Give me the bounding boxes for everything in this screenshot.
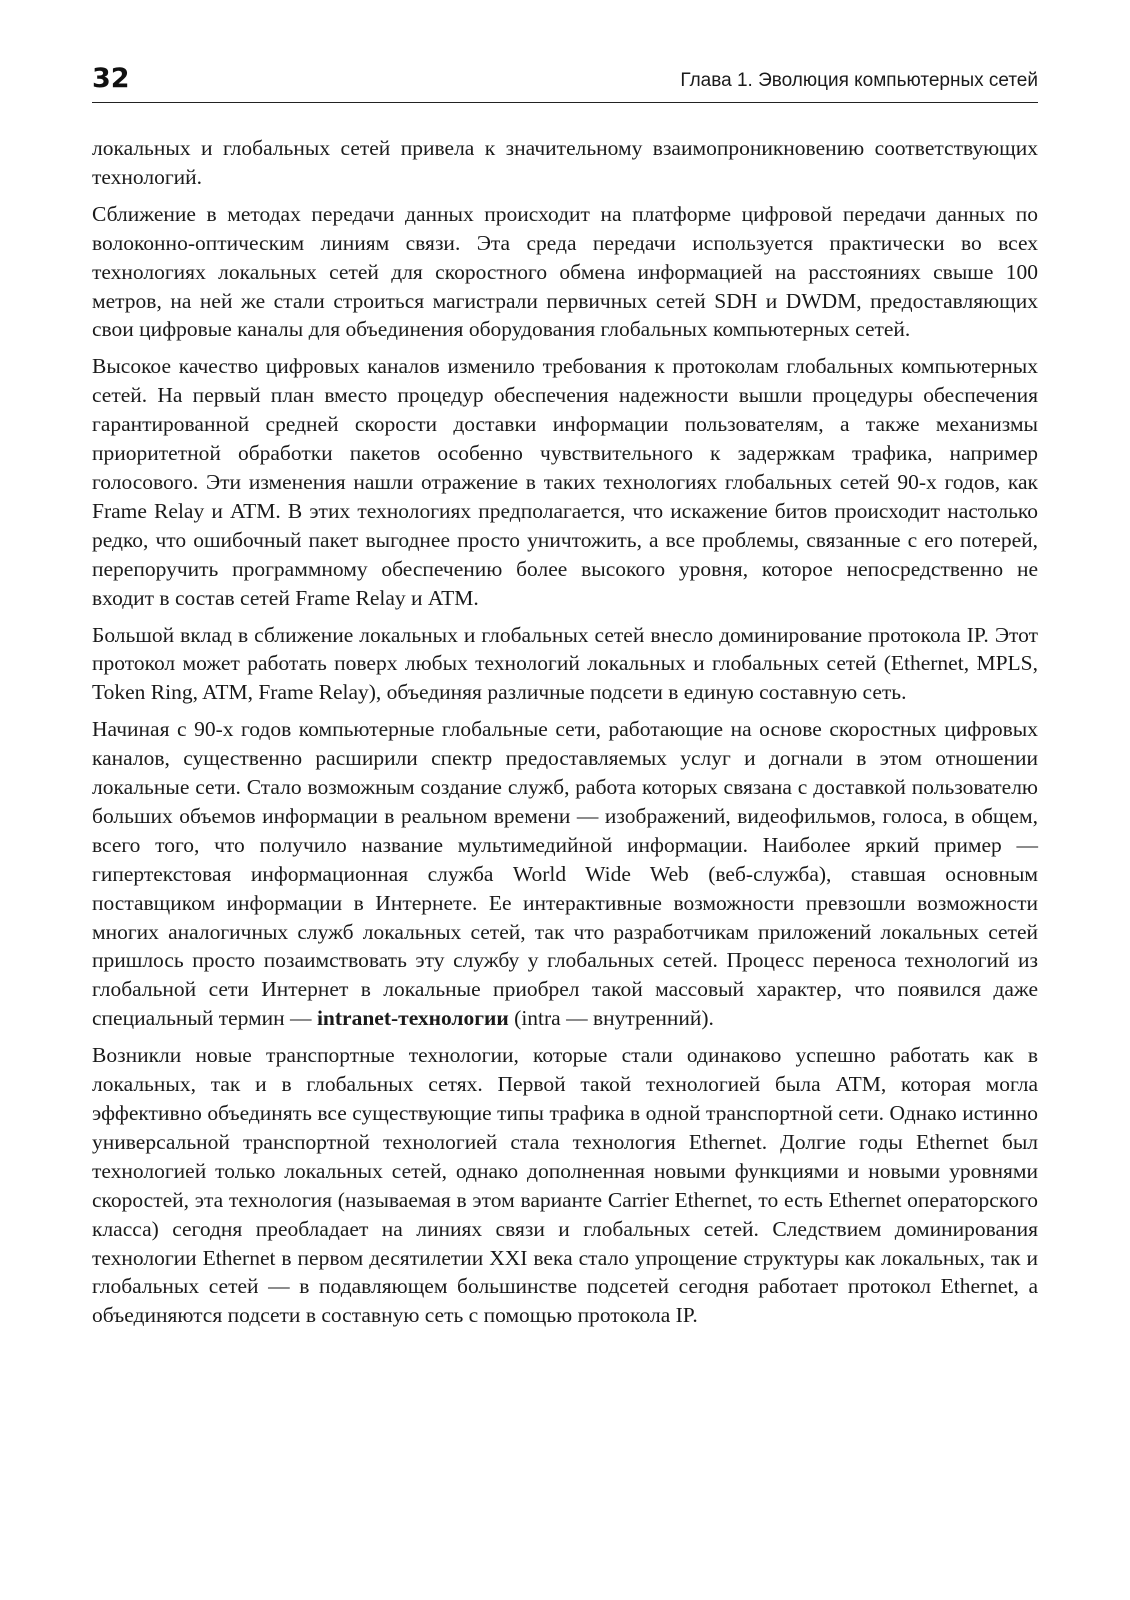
- paragraph: Сближение в методах передачи данных происходит на платформе цифровой передачи данных по волоконно-оптическим линиям связи. Эта среда передачи используется практически во всех технологиях локальных сетей для скоростного обмена информацией на расстояниях свыше 100 метров, на ней же стали строиться магистрали первичных сетей SDH и DWDM, предоставляющих свои цифровые каналы для объединения оборудования глобальных компьютерных сетей.: [92, 201, 1038, 342]
- running-head: Глава 1. Эволюция компьютерных сетей: [680, 70, 1038, 91]
- paragraph-text: Начиная с 90-х годов компьютерные глобальные сети, работающие на основе скоростных цифровых каналов, существенно расширили спектр предоставляемых услуг и догнали в этом отношении локальные сети. Стало возможным создание служб, работа которых связана с доставкой пользователю больших объемов информации в реальном времени — изображений, видеофильмов, голоса, в общем, всего того, что получило название мультимедийной информации. Наиболее яркий пример — гипертекстовая информационная служба World Wide Web (веб-служба), ставшая основным поставщиком информации в Интернете. Ее интерактивные возможности превзошли возможности многих аналогичных служб локальных сетей, так что разработчикам приложений локальных сетей пришлось просто позаимствовать эту службу у глобальных сетей. Процесс переноса технологий из глобальной сети Интернет в локальные приобрел такой массовый характер, что появился даже специальный термин —: [92, 717, 1038, 1031]
- paragraph: Возникли новые транспортные технологии, которые стали одинаково успешно работать как в локальных, так и в глобальных сетях. Первой такой технологией была ATM, которая могла эффективно объединять все существующие типы трафика в одной транспортной сети. Однако истинно универсальной транспортной технологией стала технология Ethernet. Долгие годы Ethernet был технологией только локальных сетей, однако дополненная новыми функциями и новыми уровнями скоростей, эта технология (называемая в этом варианте Carrier Ethernet, то есть Ethernet операторского класса) сегодня преобладает на линиях связи и глобальных сетей. Следствием доминирования технологии Ethernet в первом десятилетии XXI века стало упрощение структуры как локальных, так и глобальных сетей — в подавляющем большинстве подсетей сегодня работает протокол Ethernet, а объединяются подсети в составную сеть с помощью протокола IP.: [92, 1043, 1038, 1328]
- paragraph: локальных и глобальных сетей привела к значительному взаимопроникновению соответствующих технологий.: [92, 136, 1038, 189]
- paragraph: Большой вклад в сближение локальных и глобальных сетей внесло доминирование протокола IP. Этот протокол может работать поверх любых технологий локальных и глобальных сетей (Ethernet, MPLS, Token Ring, ATM, Frame Relay), объединяя различные подсети в единую составную сеть.: [92, 622, 1038, 705]
- page-number: 32: [92, 63, 130, 94]
- page-header: [92, 62, 1038, 103]
- bold-term: intranet-технологии: [316, 1006, 509, 1031]
- paragraph-text: (intra — внутренний).: [508, 1006, 714, 1031]
- body-text: [92, 134, 1038, 1338]
- paragraph: [92, 715, 1038, 1033]
- paragraph: Высокое качество цифровых каналов изменило требования к протоколам глобальных компьютерных сетей. На первый план вместо процедур обеспечения надежности вышли процедуры обеспечения гарантированной средней скорости доставки информации пользователям, а также механизмы приоритетной обработки пакетов особенно чувствительного к задержкам трафика, например голосового. Эти изменения нашли отражение в таких технологиях глобальных сетей 90-х годов, как Frame Relay и ATM. В этих технологиях предполагается, что искажение битов происходит настолько редко, что ошибочный пакет выгоднее просто уничтожить, а все проблемы, связанные с его потерей, перепоручить программному обеспечению более высокого уровня, которое непосредственно не входит в состав сетей Frame Relay и ATM.: [92, 354, 1038, 610]
